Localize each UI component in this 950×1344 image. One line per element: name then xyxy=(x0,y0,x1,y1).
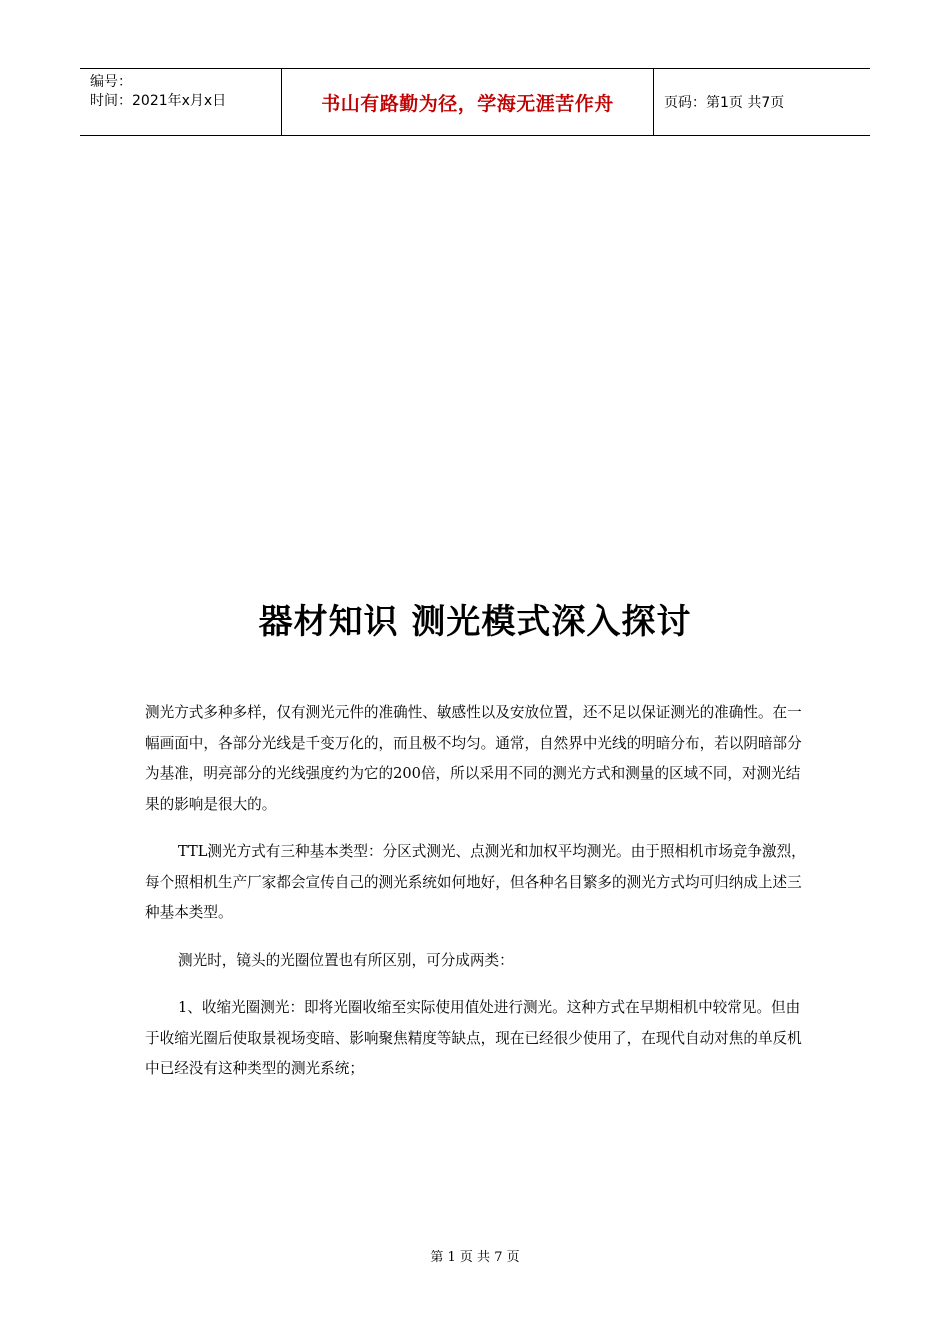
document-body xyxy=(145,698,810,1102)
paragraph: TTL测光方式有三种基本类型：分区式测光、点测光和加权平均测光。由于照相机市场竞争激烈，每个照相机生产厂家都会宣传自己的测光系统如何地好，但各种名目繁多的测光方式均可归纳成上述三种基本类型。 xyxy=(145,843,806,921)
header-page-code: 页码：第1页 共7页 xyxy=(664,95,785,111)
paragraph: 测光时，镜头的光圈位置也有所区别，可分成两类： xyxy=(178,951,514,969)
paragraph: 1、收缩光圈测光：即将光圈收缩至实际使用值处进行测光。这种方式在早期相机中较常见。但由于收缩光圈后使取景视场变暗、影响聚焦精度等缺点，现在已经很少使用了，在现代自动对焦的单反机中已经没有这种类型的测光系统； xyxy=(145,999,802,1077)
header-meta-cell xyxy=(80,69,281,135)
paragraph: 测光方式多种多样，仅有测光元件的准确性、敏感性以及安放位置，还不足以保证测光的准确性。在一幅画面中，各部分光线是千变万化的，而且极不均匀。通常，自然界中光线的明暗分布，若以阴暗部分为基准，明亮部分的光线强度约为它的200倍，所以采用不同的测光方式和测量的区域不同，对测光结果的影响是很大的。 xyxy=(145,704,802,813)
document-number-label: 编号： xyxy=(90,74,132,90)
header-motto-cell xyxy=(281,69,654,135)
header-page-cell xyxy=(654,69,870,135)
page-footer: 第 1 页 共 7 页 xyxy=(430,1250,520,1265)
header-motto: 书山有路勤为径，学海无涯苦作舟 xyxy=(321,92,614,115)
document-title: 器材知识 测光模式深入探讨 xyxy=(258,602,692,642)
document-date: 时间：2021年x月x日 xyxy=(90,93,227,109)
document-header xyxy=(80,68,870,136)
